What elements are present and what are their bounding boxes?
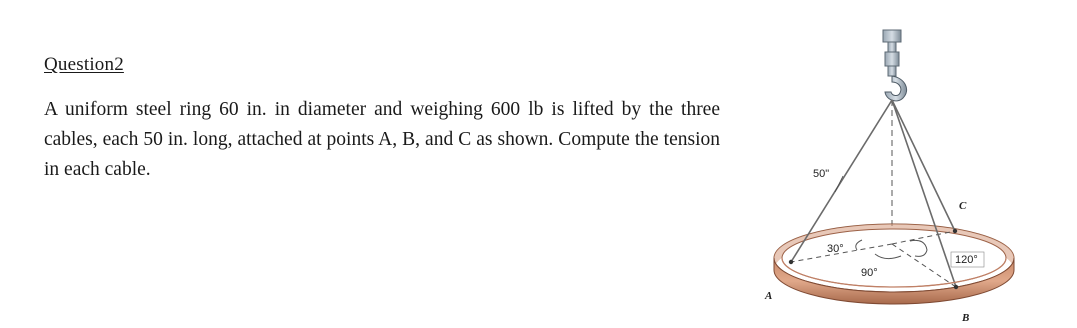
question-heading: Question2 [44,54,124,75]
ring-cable-figure [745,0,1077,328]
angle-b-label: 90° [861,267,878,279]
point-a-label: A [765,290,773,302]
angle-c-label: 120° [955,254,978,266]
point-c-label: C [959,200,967,212]
problem-statement: A uniform steel ring 60 in. in diameter and weighing 600 lb is lifted by the three cables, each 50 in. long, attached at points A, B, and C as shown. Compute the tension in each cable. [44,99,720,180]
crane-hook [883,30,907,101]
point-b-label: B [962,312,970,324]
angle-a-label: 30° [827,243,844,255]
cable-length-label: 50" [813,168,830,180]
